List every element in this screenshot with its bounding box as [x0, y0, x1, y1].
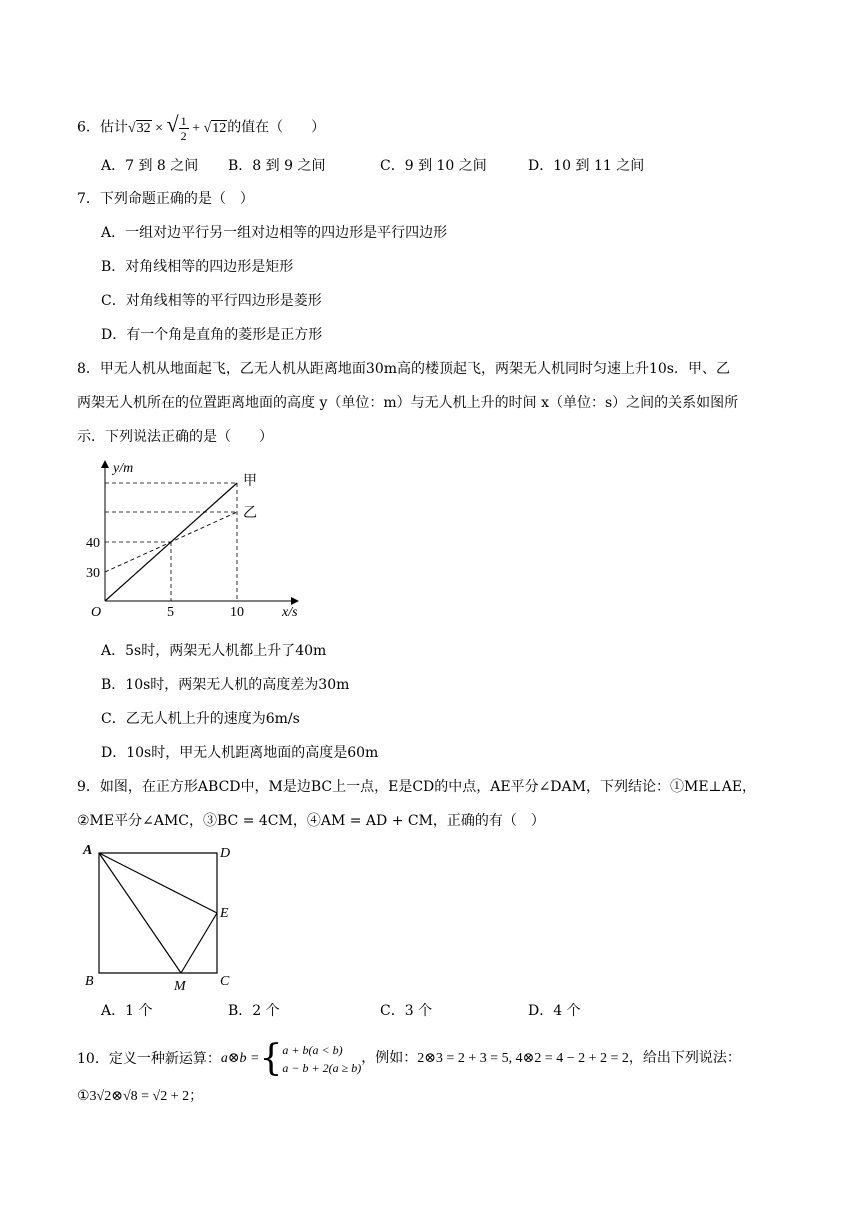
q8-origin: O: [91, 605, 102, 620]
q9-option-a[interactable]: A．1 个: [101, 1003, 153, 1019]
q8-label-jia: 甲: [243, 474, 257, 489]
q8-graph: [80, 458, 310, 628]
q9-segment-ae: [99, 853, 217, 913]
q10-operator: a⊗b =: [220, 1051, 260, 1066]
q9-label-m: M: [174, 979, 186, 992]
q6-stem: [77, 111, 326, 143]
q9-label-a: A: [83, 843, 93, 858]
q6-suffix: 的值在（ ）: [227, 119, 326, 136]
q8-xtick-5: 5: [167, 605, 174, 620]
q10-case-1: a + b(a < b): [282, 1043, 343, 1057]
q9-label-d: D: [220, 846, 231, 861]
q10-prefix: 10．定义一种新运算：: [77, 1051, 221, 1067]
q8-stem-line1: 8．甲无人机从地面起飞，乙无人机从距离地面30m高的楼顶起飞，两架无人机同时匀速上升10s．甲、乙: [77, 361, 730, 377]
q8-xlabel: x/s: [282, 605, 298, 620]
q10-cases: [282, 1041, 361, 1077]
q8-xtick-10: 10: [230, 605, 244, 620]
q6-expression: √32 × √ $\frac{1}{2}$ + √12: [127, 111, 227, 143]
q9-stem-line2: ②ME平分∠AMC，③BC = 4CM，④AM = AD + CM，正确的有（ ）: [77, 813, 545, 829]
q7-option-d[interactable]: D．有一个角是直角的菱形是正方形: [101, 327, 323, 343]
q6-option-d[interactable]: D．10 到 11 之间: [528, 158, 645, 174]
q8-ytick-40: 40: [86, 536, 100, 551]
q8-option-c[interactable]: C．乙无人机上升的速度为6m/s: [101, 711, 300, 727]
q10-stem: 10．定义一种新运算：a⊗b ={ a + b(a < b) a − b + 2(a ≥ b) ，例如：2⊗3 = 2 + 3 = 5, 4⊗2 = 4 − 2 + 2 = 2，给出下列说法：: [77, 1038, 741, 1079]
q9-segment-me: [181, 913, 217, 973]
q10-example: ，例如：2⊗3 = 2 + 3 = 5, 4⊗2 = 4 − 2 + 2 = 2，给出下列说法：: [361, 1051, 741, 1066]
q6-option-c[interactable]: C．9 到 10 之间: [380, 158, 487, 174]
q8-option-d[interactable]: D．10s时，甲无人机距离地面的高度是60m: [101, 745, 379, 761]
q9-option-b[interactable]: B．2 个: [228, 1003, 280, 1019]
q7-stem: 7．下列命题正确的是（ ）: [77, 191, 254, 207]
q8-label-yi: 乙: [243, 506, 257, 521]
q7-option-b[interactable]: B．对角线相等的四边形是矩形: [101, 259, 294, 275]
q9-label-c: C: [220, 974, 230, 989]
q8-option-b[interactable]: B．10s时，两架无人机的高度差为30m: [101, 677, 350, 693]
q9-option-c[interactable]: C．3 个: [380, 1003, 433, 1019]
q8-line-jia: [105, 483, 237, 601]
q9-square: [99, 853, 217, 973]
q9-label-b: B: [85, 974, 94, 989]
q6-prefix: 6．估计: [77, 119, 128, 136]
q6-option-a[interactable]: A．7 到 8 之间: [101, 158, 199, 174]
q7-option-c[interactable]: C．对角线相等的平行四边形是菱形: [101, 293, 322, 309]
q8-ylabel: y/m: [113, 461, 134, 476]
q6-option-b[interactable]: B．8 到 9 之间: [228, 158, 326, 174]
q8-ytick-30: 30: [86, 566, 100, 581]
q9-stem-line1: 9．如图，在正方形ABCD中，M是边BC上一点，E是CD的中点，AE平分∠DAM，下列结论：①ME⊥AE，: [77, 779, 757, 795]
q8-stem-line3: 示．下列说法正确的是（ ）: [77, 429, 273, 445]
q8-stem-line2: 两架无人机所在的位置距离地面的高度 y（单位：m）与无人机上升的时间 x（单位：s）之间的关系如图所: [77, 395, 739, 411]
q10-case-2: a − b + 2(a ≥ b): [282, 1061, 362, 1075]
q9-option-d[interactable]: D．4 个: [528, 1003, 581, 1019]
q9-segment-am: [99, 853, 181, 973]
q7-option-a[interactable]: A．一组对边平行另一组对边相等的四边形是平行四边形: [101, 225, 448, 241]
q10-item-1: ①3√2⊗√8 = √2 + 2；: [77, 1089, 204, 1104]
q9-square-figure: [80, 842, 240, 992]
q9-label-e: E: [220, 906, 229, 921]
q8-option-a[interactable]: A．5s时，两架无人机都上升了40m: [101, 643, 327, 659]
